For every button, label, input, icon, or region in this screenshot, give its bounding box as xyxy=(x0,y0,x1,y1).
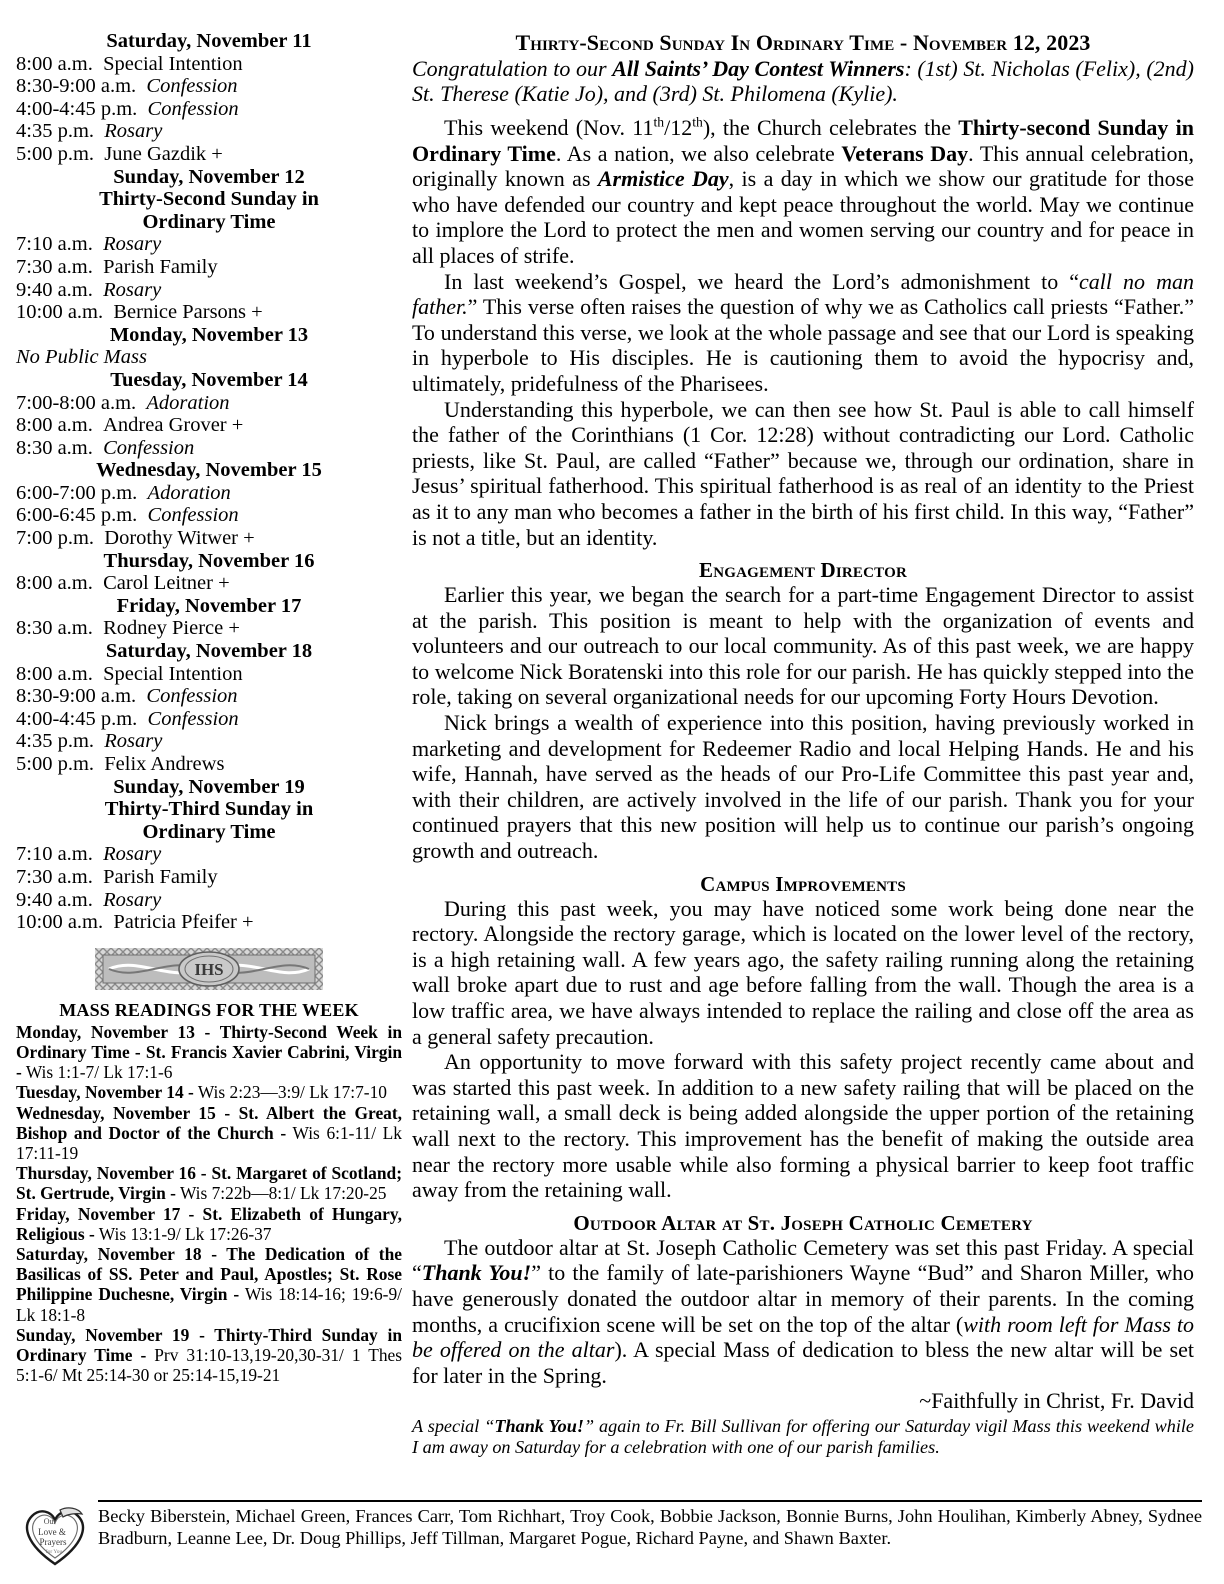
schedule-entry-description: Carol Leitner + xyxy=(103,572,230,595)
schedule-entry-description: No Public Mass xyxy=(16,346,147,369)
mass-reading-label: Sunday, November 19 - Thirty-Third Sunday in Ordinary Time - xyxy=(16,1324,402,1365)
right-column xyxy=(412,30,1194,1458)
outdoor-altar-paragraph xyxy=(412,1235,1194,1389)
schedule-entry-time: 8:30 a.m. xyxy=(16,436,93,459)
schedule-entry-time: 7:30 a.m. xyxy=(16,255,93,278)
schedule-day-heading: Friday, November 17 xyxy=(116,594,302,617)
text-run: Thank You! xyxy=(421,1260,532,1286)
text-run: with room left for Mass to be offered on the altar xyxy=(412,1311,1194,1363)
mass-reading-item xyxy=(16,1163,402,1203)
schedule-day-heading: Thursday, November 16 xyxy=(103,549,315,572)
logo-word-prayers: Prayers xyxy=(39,1537,67,1547)
text-run: The outdoor altar at St. Joseph Catholic Cemetery was set this past Friday. A special “ xyxy=(412,1234,1194,1286)
schedule-entry-description: Special Intention xyxy=(103,52,243,75)
engagement-search-paragraph xyxy=(412,582,1194,710)
schedule-entry-description: Confession xyxy=(147,707,239,730)
prayer-names-text: Becky Biberstein, Michael Green, Frances Carr, Tom Richhart, Troy Cook, Bobbie Jackson, Bonnie Burns, John Houlihan, Kimberly Abney, Sydnee Bradburn, Leanne Lee, Dr. Doug Phillips, Jeff Tillman, Margaret Pogue, Richard Payne, and Shawn Baxter. xyxy=(98,1506,1202,1548)
text-run: . As a nation, we also celebrate xyxy=(555,140,842,166)
mass-reading-item xyxy=(16,1244,402,1325)
schedule-entry-time: 8:00 a.m. xyxy=(16,662,93,685)
mass-reading-citation: Prv 31:10-13,19-20,30-31/ 1 Thes 5:1-6/ Mt 25:14-30 or 25:14-15,19-21 xyxy=(16,1345,402,1386)
schedule-entry xyxy=(16,527,402,550)
text-run: ). A special Mass of dedication to bless the new altar will be set for later in the Spring. xyxy=(412,1337,1194,1388)
schedule-day-heading: Saturday, November 18 xyxy=(105,640,313,663)
schedule-entry-description: Rosary xyxy=(104,730,163,753)
mass-reading-label: Thursday, November 16 - St. Margaret of Scotland; St. Gertrude, Virgin - xyxy=(16,1163,402,1204)
text-run: Thirty-second Sunday in Ordinary Time xyxy=(412,115,1195,166)
schedule-entry-description: Rosary xyxy=(103,233,162,256)
mass-readings-list xyxy=(16,1022,402,1386)
schedule-entry-description: Rosary xyxy=(103,278,162,301)
schedule-entry-description: Parish Family xyxy=(103,255,218,278)
schedule-entry-description: Andrea Grover + xyxy=(103,414,244,437)
schedule-entry xyxy=(16,889,402,912)
schedule-entry-time: 8:30 a.m. xyxy=(16,617,93,640)
text-run: Armistice Day xyxy=(597,166,729,192)
mass-reading-citation: Wis 18:14-16; 19:6-9/ Lk 18:1-8 xyxy=(16,1284,402,1325)
schedule-entry-description: Rosary xyxy=(103,843,162,866)
mass-reading-label: Wednesday, November 15 - St. Albert the Great, Bishop and Doctor of the Church - xyxy=(16,1102,402,1143)
schedule-entry-description: Confession xyxy=(146,75,238,98)
schedule-entry-time: 8:00 a.m. xyxy=(16,572,93,595)
mass-reading-item xyxy=(16,1204,402,1244)
contest-winners-note xyxy=(412,57,1194,106)
schedule-entry-description: Confession xyxy=(146,685,238,708)
schedule-day-heading: Thirty-Second Sunday in xyxy=(99,188,319,211)
text-run: Nick brings a wealth of experience into this position, having previously worked in marketing and development for Redeemer Radio and local Helping Hands. He and his wife, Hannah, have served as the heads of our Pro-Life Committee this past year and, with their children, are actively involved in the life of our parish. Thank you for your continued prayers that this new position will help us to continue our parish’s ongoing growth and outreach. xyxy=(412,710,1194,864)
schedule-entry xyxy=(16,617,402,640)
text-run: Understanding this hyperbole, we can then see how St. Paul is able to call himself the father of the Corinthians (1 Cor. 12:28) without contradicting our Lord. Catholic priests, like St. Paul, are called “Father” because we, through our ordination, share in Jesus’ spiritual fatherhood. This spiritual fatherhood is as real of an identity to the Priest as it to any man who becomes a father in the birth of his first child. In this way, “Father” is not a title, but an identity. xyxy=(412,396,1194,550)
schedule-entry-time: 7:10 a.m. xyxy=(16,233,93,256)
logo-word-our: Our xyxy=(43,1517,57,1526)
text-run: /12 xyxy=(664,115,693,140)
call-no-man-father-paragraph xyxy=(412,269,1194,397)
schedule-day-heading: Wednesday, November 15 xyxy=(96,459,322,482)
schedule-entry-description: Parish Family xyxy=(103,865,218,888)
schedule-entry-time: 7:10 a.m. xyxy=(16,843,93,866)
congrats-bold: All Saints’ Day Contest Winners xyxy=(612,56,905,81)
text-run: . This annual celebration, originally known as xyxy=(412,140,1194,192)
schedule-entry xyxy=(16,279,402,302)
schedule-entry-time: 6:00-7:00 p.m. xyxy=(16,481,138,504)
schedule-entry-time: 8:00 a.m. xyxy=(16,52,93,75)
schedule-entry xyxy=(16,437,402,460)
text-run: , is a day in which we show our gratitude for those who have defended our country and kept peace throughout the world. May we continue to implore the Lord to protect the men and women serving our country and for peace in all places of strife. xyxy=(412,166,1194,268)
text-run: In last weekend’s Gospel, we heard the Lord’s admonishment to “ xyxy=(444,268,1080,294)
text-run: ), the Church celebrates the xyxy=(702,115,959,140)
schedule-day-heading: Monday, November 13 xyxy=(109,323,309,346)
schedule-entry xyxy=(16,866,402,889)
schedule-entry xyxy=(16,301,402,324)
schedule-entry xyxy=(16,75,402,98)
schedule-entry-description: Special Intention xyxy=(103,662,243,685)
safety-project-paragraph xyxy=(412,1049,1194,1203)
postscript-note xyxy=(412,1416,1194,1458)
schedule-entry-time: 4:35 p.m. xyxy=(16,730,95,753)
schedule-day-heading: Sunday, November 19 xyxy=(113,775,305,798)
congrats-tail: : (1st) St. Nicholas (Felix), (2nd) St. Therese (Katie Jo), and (3rd) St. Philomena (Kylie). xyxy=(412,56,1194,106)
mass-reading-label: Tuesday, November 14 - xyxy=(16,1082,194,1103)
veterans-day-paragraph xyxy=(412,115,1194,269)
schedule-entry-description: Confession xyxy=(103,436,195,459)
logo-word-love: Love & xyxy=(38,1527,66,1537)
schedule-entry-description: Confession xyxy=(147,504,239,527)
schedule-entry xyxy=(16,120,402,143)
pastor-signature: ~Faithfully in Christ, Fr. David xyxy=(919,1388,1194,1414)
footer-divider xyxy=(98,1500,1202,1502)
mass-reading-citation: Wis 1:1-7/ Lk 17:1-6 xyxy=(25,1062,173,1083)
st-paul-fatherhood-paragraph xyxy=(412,397,1194,551)
schedule-entry-description: Bernice Parsons + xyxy=(113,301,263,324)
section-heading-outdoor-altar: Outdoor Altar at St. Joseph Catholic Cemetery xyxy=(573,1210,1033,1235)
schedule-entry-description: Dorothy Witwer + xyxy=(104,527,255,550)
schedule-entry xyxy=(16,708,402,731)
postscript-bold: Thank You! xyxy=(494,1415,584,1436)
schedule-entry xyxy=(16,98,402,121)
schedule-day-heading: Saturday, November 11 xyxy=(106,30,312,52)
pastor-letter-body xyxy=(412,115,1194,1388)
page-columns xyxy=(16,30,1198,1458)
congrats-lead: Congratulation to our xyxy=(412,56,613,81)
schedule-entry-time: 6:00-6:45 p.m. xyxy=(16,504,138,527)
text-run: Earlier this year, we began the search for a part-time Engagement Director to assist at the parish. This position is meant to help with the organization of events and volunteers and our outreach to our local community. As of this past week, we are happy to welcome Nick Boratenski into this role for our parish. He has quickly stepped into the role, taking on several organizational needs for our upcoming Forty Hours Devotion. xyxy=(412,582,1194,710)
mass-reading-item xyxy=(16,1103,402,1164)
retaining-wall-paragraph xyxy=(412,896,1194,1050)
schedule-entry-time: 5:00 p.m. xyxy=(16,142,95,165)
mass-reading-citation: Wis 2:23—3:9/ Lk 17:7-10 xyxy=(197,1082,387,1103)
schedule-entry xyxy=(16,685,402,708)
text-run: th xyxy=(653,114,665,130)
text-run: During this past week, you may have noticed some work being done near the rectory. Alongside the rectory garage, which is located on the lower level of the rectory, is a high retaining wall. A few years ago, the safety railing running along the retaining wall broke apart due to rust and age before falling from the wall. Though the area is a low traffic area, we have always intended to replace the railing and close off the area as a general safety precaution. xyxy=(412,895,1194,1049)
prayer-list-footer xyxy=(16,1500,1202,1568)
schedule-entry xyxy=(16,414,402,437)
mass-reading-label: Saturday, November 18 - The Dedication of the Basilicas of SS. Peter and Paul, Apostles; St. Rose Philippine Duchesne, Virgin - xyxy=(16,1243,402,1305)
postscript-lead: A special “ xyxy=(412,1415,495,1436)
schedule-entry-time: 7:30 a.m. xyxy=(16,865,93,888)
text-run: ” This verse often raises the question of why we as Catholics call priests “Father.” To understand this verse, we look at the whole passage and see that our Lord is speaking in hyperbole to His disciples. He is cautioning them to avoid the hypocrisy and, ultimately, pridefulness of the Pharisees. xyxy=(412,294,1194,396)
schedule-entry xyxy=(16,504,402,527)
text-run: An opportunity to move forward with this safety project recently came about and was started this past week. In addition to a new safety railing that will be placed on the retaining wall, a small deck is being added alongside the upper portion of the retaining wall next to the rectory. This improvement has the benefit of making the outside area near the rectory more usable while also forming a physical barrier to keep foot traffic away from the retaining wall. xyxy=(412,1049,1194,1203)
prayer-names-block xyxy=(94,1500,1202,1549)
schedule-entry-time: 7:00-8:00 a.m. xyxy=(16,391,137,414)
schedule-entry-time: 9:40 a.m. xyxy=(16,888,93,911)
mass-reading-citation: Wis 7:22b—8:1/ Lk 17:20-25 xyxy=(179,1183,387,1204)
mass-reading-label: Friday, November 17 - St. Elizabeth of Hungary, Religious - xyxy=(16,1203,402,1244)
schedule-entry-description: Adoration xyxy=(147,481,231,504)
schedule-entry xyxy=(16,392,402,415)
schedule-entry xyxy=(16,572,402,595)
mass-reading-label: Monday, November 13 - Thirty-Second Week in Ordinary Time - St. Francis Xavier Cabrini, Virgin - xyxy=(16,1021,402,1083)
ihs-ornament xyxy=(95,948,323,990)
mass-reading-citation: Wis 13:1-9/ Lk 17:26-37 xyxy=(98,1223,272,1244)
mass-reading-item xyxy=(16,1325,402,1386)
schedule-entry-time: 5:00 p.m. xyxy=(16,753,95,775)
schedule-entry xyxy=(16,53,402,76)
schedule-entry xyxy=(16,753,402,776)
mass-reading-item xyxy=(16,1022,402,1083)
ihs-monogram-text: IHS xyxy=(194,959,224,979)
schedule-entry-description: Rosary xyxy=(104,120,163,143)
our-love-and-prayers-heart-logo xyxy=(16,1502,94,1568)
schedule-entry xyxy=(16,730,402,753)
postscript-tail: ” again to Fr. Bill Sullivan for offering our Saturday vigil Mass this weekend while I am away on Saturday for a celebration with one of our parish families. xyxy=(412,1415,1195,1457)
mass-readings-title: MASS READINGS FOR THE WEEK xyxy=(59,999,359,1020)
schedule-entry-time: 10:00 a.m. xyxy=(16,911,104,934)
text-run: Veterans Day xyxy=(841,140,969,166)
schedule-entry-time: 9:40 a.m. xyxy=(16,278,93,301)
schedule-entry-time: 4:35 p.m. xyxy=(16,120,95,143)
page-title: Thirty-Second Sunday In Ordinary Time - November 12, 2023 xyxy=(515,30,1091,55)
schedule-entry xyxy=(16,256,402,279)
schedule-entry-time: 8:00 a.m. xyxy=(16,414,93,437)
schedule-entry xyxy=(16,911,402,934)
text-run: ” to the family of late-parishioners Wayne “Bud” and Sharon Miller, who have generously donated the outdoor altar in memory of their parents. In the coming months, a crucifixion scene will be set on the top of the altar ( xyxy=(412,1260,1194,1337)
schedule-entry-time: 4:00-4:45 p.m. xyxy=(16,707,138,730)
schedule-entry-time: 10:00 a.m. xyxy=(16,301,104,324)
schedule-day-heading: Thirty-Third Sunday in xyxy=(104,798,314,821)
logo-word-tagline: for You xyxy=(45,1549,63,1555)
schedule-entry-description: Confession xyxy=(147,97,239,120)
mass-reading-item xyxy=(16,1082,402,1102)
schedule-entry xyxy=(16,663,402,686)
mass-reading-citation: Wis 6:1-11/ Lk 17:11-19 xyxy=(16,1122,402,1163)
schedule-day-heading: Ordinary Time xyxy=(142,820,276,843)
schedule-entry-description: Rosary xyxy=(103,888,162,911)
mass-schedule xyxy=(16,30,402,934)
schedule-entry xyxy=(16,482,402,505)
schedule-day-heading: Sunday, November 12 xyxy=(113,165,305,188)
schedule-entry-time: 7:00 p.m. xyxy=(16,527,95,550)
schedule-entry xyxy=(16,346,402,369)
schedule-entry-time: 8:30-9:00 a.m. xyxy=(16,75,137,98)
schedule-entry xyxy=(16,843,402,866)
left-column xyxy=(16,30,412,1385)
schedule-entry xyxy=(16,233,402,256)
section-heading-campus-improvements: Campus Improvements xyxy=(700,871,906,896)
schedule-entry xyxy=(16,143,402,166)
text-run: This weekend (Nov. 11 xyxy=(444,115,654,140)
schedule-entry-description: Rodney Pierce + xyxy=(103,617,240,640)
section-heading-engagement-director: Engagement Director xyxy=(699,558,907,583)
schedule-entry-description: Felix Andrews xyxy=(104,753,225,775)
schedule-day-heading: Ordinary Time xyxy=(142,210,276,233)
schedule-entry-description: Adoration xyxy=(146,391,230,414)
text-run: th xyxy=(692,114,703,130)
schedule-entry-description: June Gazdik + xyxy=(104,142,223,165)
schedule-day-heading: Tuesday, November 14 xyxy=(110,368,308,391)
nick-background-paragraph xyxy=(412,710,1194,864)
schedule-entry-time: 4:00-4:45 p.m. xyxy=(16,97,138,120)
schedule-entry-time: 8:30-9:00 a.m. xyxy=(16,685,137,708)
schedule-entry-description: Patricia Pfeifer + xyxy=(113,911,254,934)
text-run: call no man father. xyxy=(412,268,1194,320)
